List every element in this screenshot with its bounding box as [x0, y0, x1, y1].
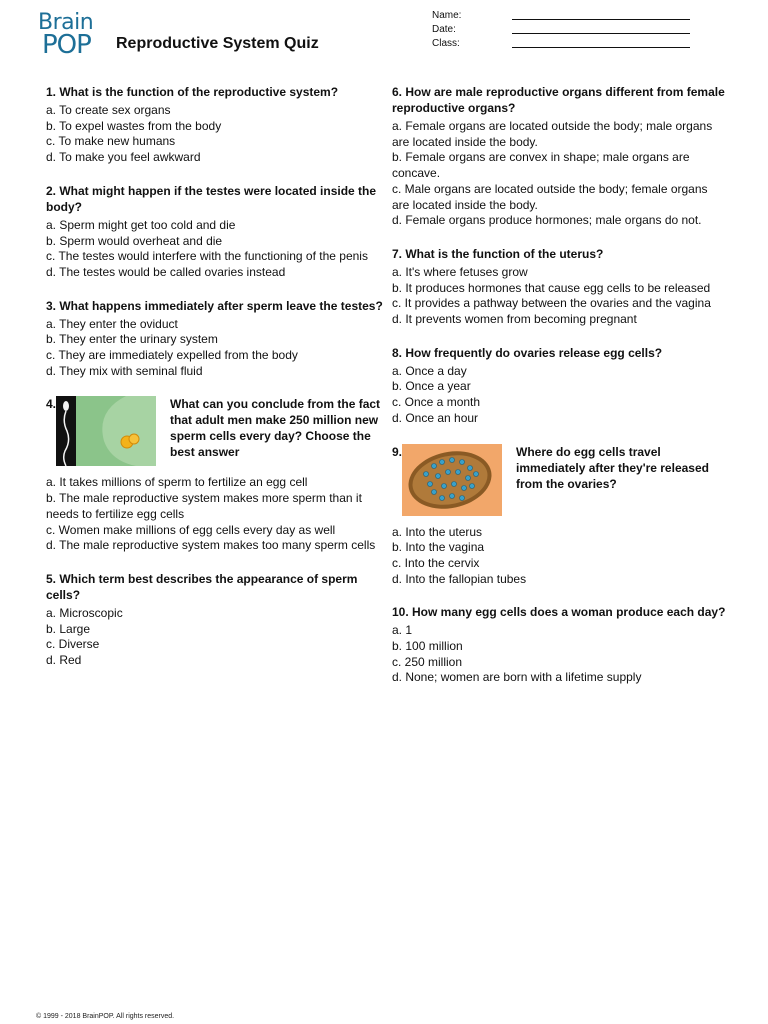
option-c[interactable]: c. They are immediately expelled from the body	[46, 348, 298, 363]
option-d[interactable]: d. Once an hour	[392, 410, 479, 425]
option-b[interactable]: b. They enter the urinary system	[46, 332, 218, 347]
question-number: 4.	[46, 397, 57, 412]
option-a[interactable]: a. Sperm might get too cold and die	[46, 217, 236, 232]
question-6	[392, 84, 726, 229]
question-text: 5. Which term best describes the appearance of sperm cells?	[46, 571, 358, 602]
student-info-fields	[432, 8, 702, 50]
question-9	[392, 444, 726, 588]
question-text: 1. What is the function of the reproductive system?	[46, 85, 339, 99]
class-label: Class:	[432, 38, 460, 49]
option-a[interactable]: a. Female organs are located outside the body; male organs are located inside the body.	[392, 119, 713, 149]
option-c[interactable]: c. Diverse	[46, 637, 100, 652]
name-line[interactable]	[512, 19, 690, 20]
option-a[interactable]: a. Microscopic	[46, 605, 123, 620]
option-b[interactable]: b. Once a year	[392, 379, 471, 394]
option-d[interactable]: d. They mix with seminal fluid	[46, 363, 203, 378]
question-text: 6. How are male reproductive organs different from female reproductive organs?	[392, 85, 725, 115]
option-a[interactable]: a. They enter the oviduct	[46, 316, 178, 331]
left-column	[46, 84, 386, 686]
date-line[interactable]	[512, 33, 690, 34]
question-5	[46, 571, 386, 669]
question-text: Where do egg cells travel immediately after they're released from the ovaries?	[516, 444, 709, 491]
option-d[interactable]: d. Red	[46, 653, 82, 668]
option-a[interactable]: a. To create sex organs	[46, 103, 171, 117]
copyright-footer: © 1999 - 2018 BrainPOP. All rights reserved.	[36, 1013, 175, 1020]
class-line[interactable]	[512, 47, 690, 48]
question-2	[46, 183, 386, 281]
option-b[interactable]: b. Female organs are convex in shape; male organs are concave.	[392, 150, 690, 181]
question-8	[392, 345, 726, 427]
class-field[interactable]	[432, 36, 702, 50]
question-4	[46, 396, 386, 554]
right-column	[392, 84, 726, 703]
option-d[interactable]: d. The testes would be called ovaries instead	[46, 264, 286, 279]
option-a[interactable]: a. 1	[392, 623, 413, 638]
option-a[interactable]: a. Into the uterus	[392, 524, 483, 539]
logo-pop-text: POP	[42, 30, 91, 60]
option-d[interactable]: d. It prevents women from becoming pregnant	[392, 312, 637, 327]
question-text: What can you conclude from the fact that adult men make 250 million new sperm cells every day? Choose the best answer	[170, 397, 381, 460]
date-field[interactable]	[432, 22, 702, 36]
page-title: Reproductive System Quiz	[116, 35, 319, 52]
question-9-header	[392, 444, 726, 521]
question-4-header	[46, 396, 386, 471]
option-c[interactable]: c. Into the cervix	[392, 555, 480, 570]
option-d[interactable]: d. Female organs produce hormones; male organs do not.	[392, 213, 702, 228]
brainpop-logo	[36, 10, 98, 64]
option-c[interactable]: c. The testes would interfere with the functioning of the penis	[46, 249, 368, 264]
logo-brain-text: Brain	[38, 10, 94, 35]
option-b[interactable]: b. To expel wastes from the body	[46, 118, 222, 133]
name-label: Name:	[432, 10, 462, 21]
question-text: 3. What happens immediately after sperm leave the testes?	[46, 298, 383, 313]
option-c[interactable]: c. Male organs are located outside the body; female organs are located inside the body.	[392, 181, 708, 212]
option-b[interactable]: b. 100 million	[392, 639, 463, 654]
option-c[interactable]: c. It provides a pathway between the ovaries and the vagina	[392, 296, 711, 311]
name-field[interactable]	[432, 8, 702, 22]
question-10	[392, 604, 726, 686]
option-b[interactable]: b. The male reproductive system makes more sperm than it needs to fertilize egg cells	[46, 491, 362, 521]
option-b[interactable]: b. Sperm would overheat and die	[46, 233, 223, 248]
question-text: 10. How many egg cells does a woman produce each day?	[392, 605, 726, 620]
question-text: 7. What is the function of the uterus?	[392, 246, 604, 261]
question-7	[392, 246, 726, 328]
option-c[interactable]: c. Once a month	[392, 395, 481, 410]
option-a[interactable]: a. It takes millions of sperm to fertilize an egg cell	[46, 475, 308, 490]
option-d[interactable]: d. The male reproductive system makes too many sperm cells	[46, 538, 376, 553]
option-c[interactable]: c. To make new humans	[46, 134, 176, 149]
option-d[interactable]: d. None; women are born with a lifetime supply	[392, 670, 642, 685]
option-d[interactable]: d. To make you feel awkward	[46, 150, 201, 165]
option-a[interactable]: a. Once a day	[392, 363, 467, 378]
option-c[interactable]: c. Women make millions of egg cells every day as well	[46, 522, 336, 537]
question-text: 2. What might happen if the testes were located inside the body?	[46, 183, 377, 214]
question-number: 9.	[392, 444, 403, 459]
option-b[interactable]: b. Into the vagina	[392, 540, 485, 555]
option-a[interactable]: a. It's where fetuses grow	[392, 264, 528, 279]
date-label: Date:	[432, 24, 456, 35]
sperm-illustration-icon	[56, 396, 156, 471]
question-1	[46, 84, 386, 166]
option-d[interactable]: d. Into the fallopian tubes	[392, 571, 527, 586]
ovary-illustration-icon	[402, 444, 502, 521]
question-3	[46, 298, 386, 380]
question-text: 8. How frequently do ovaries release egg cells?	[392, 345, 663, 360]
option-c[interactable]: c. 250 million	[392, 654, 463, 669]
option-b[interactable]: b. Large	[46, 621, 91, 636]
option-b[interactable]: b. It produces hormones that cause egg cells to be released	[392, 280, 711, 295]
